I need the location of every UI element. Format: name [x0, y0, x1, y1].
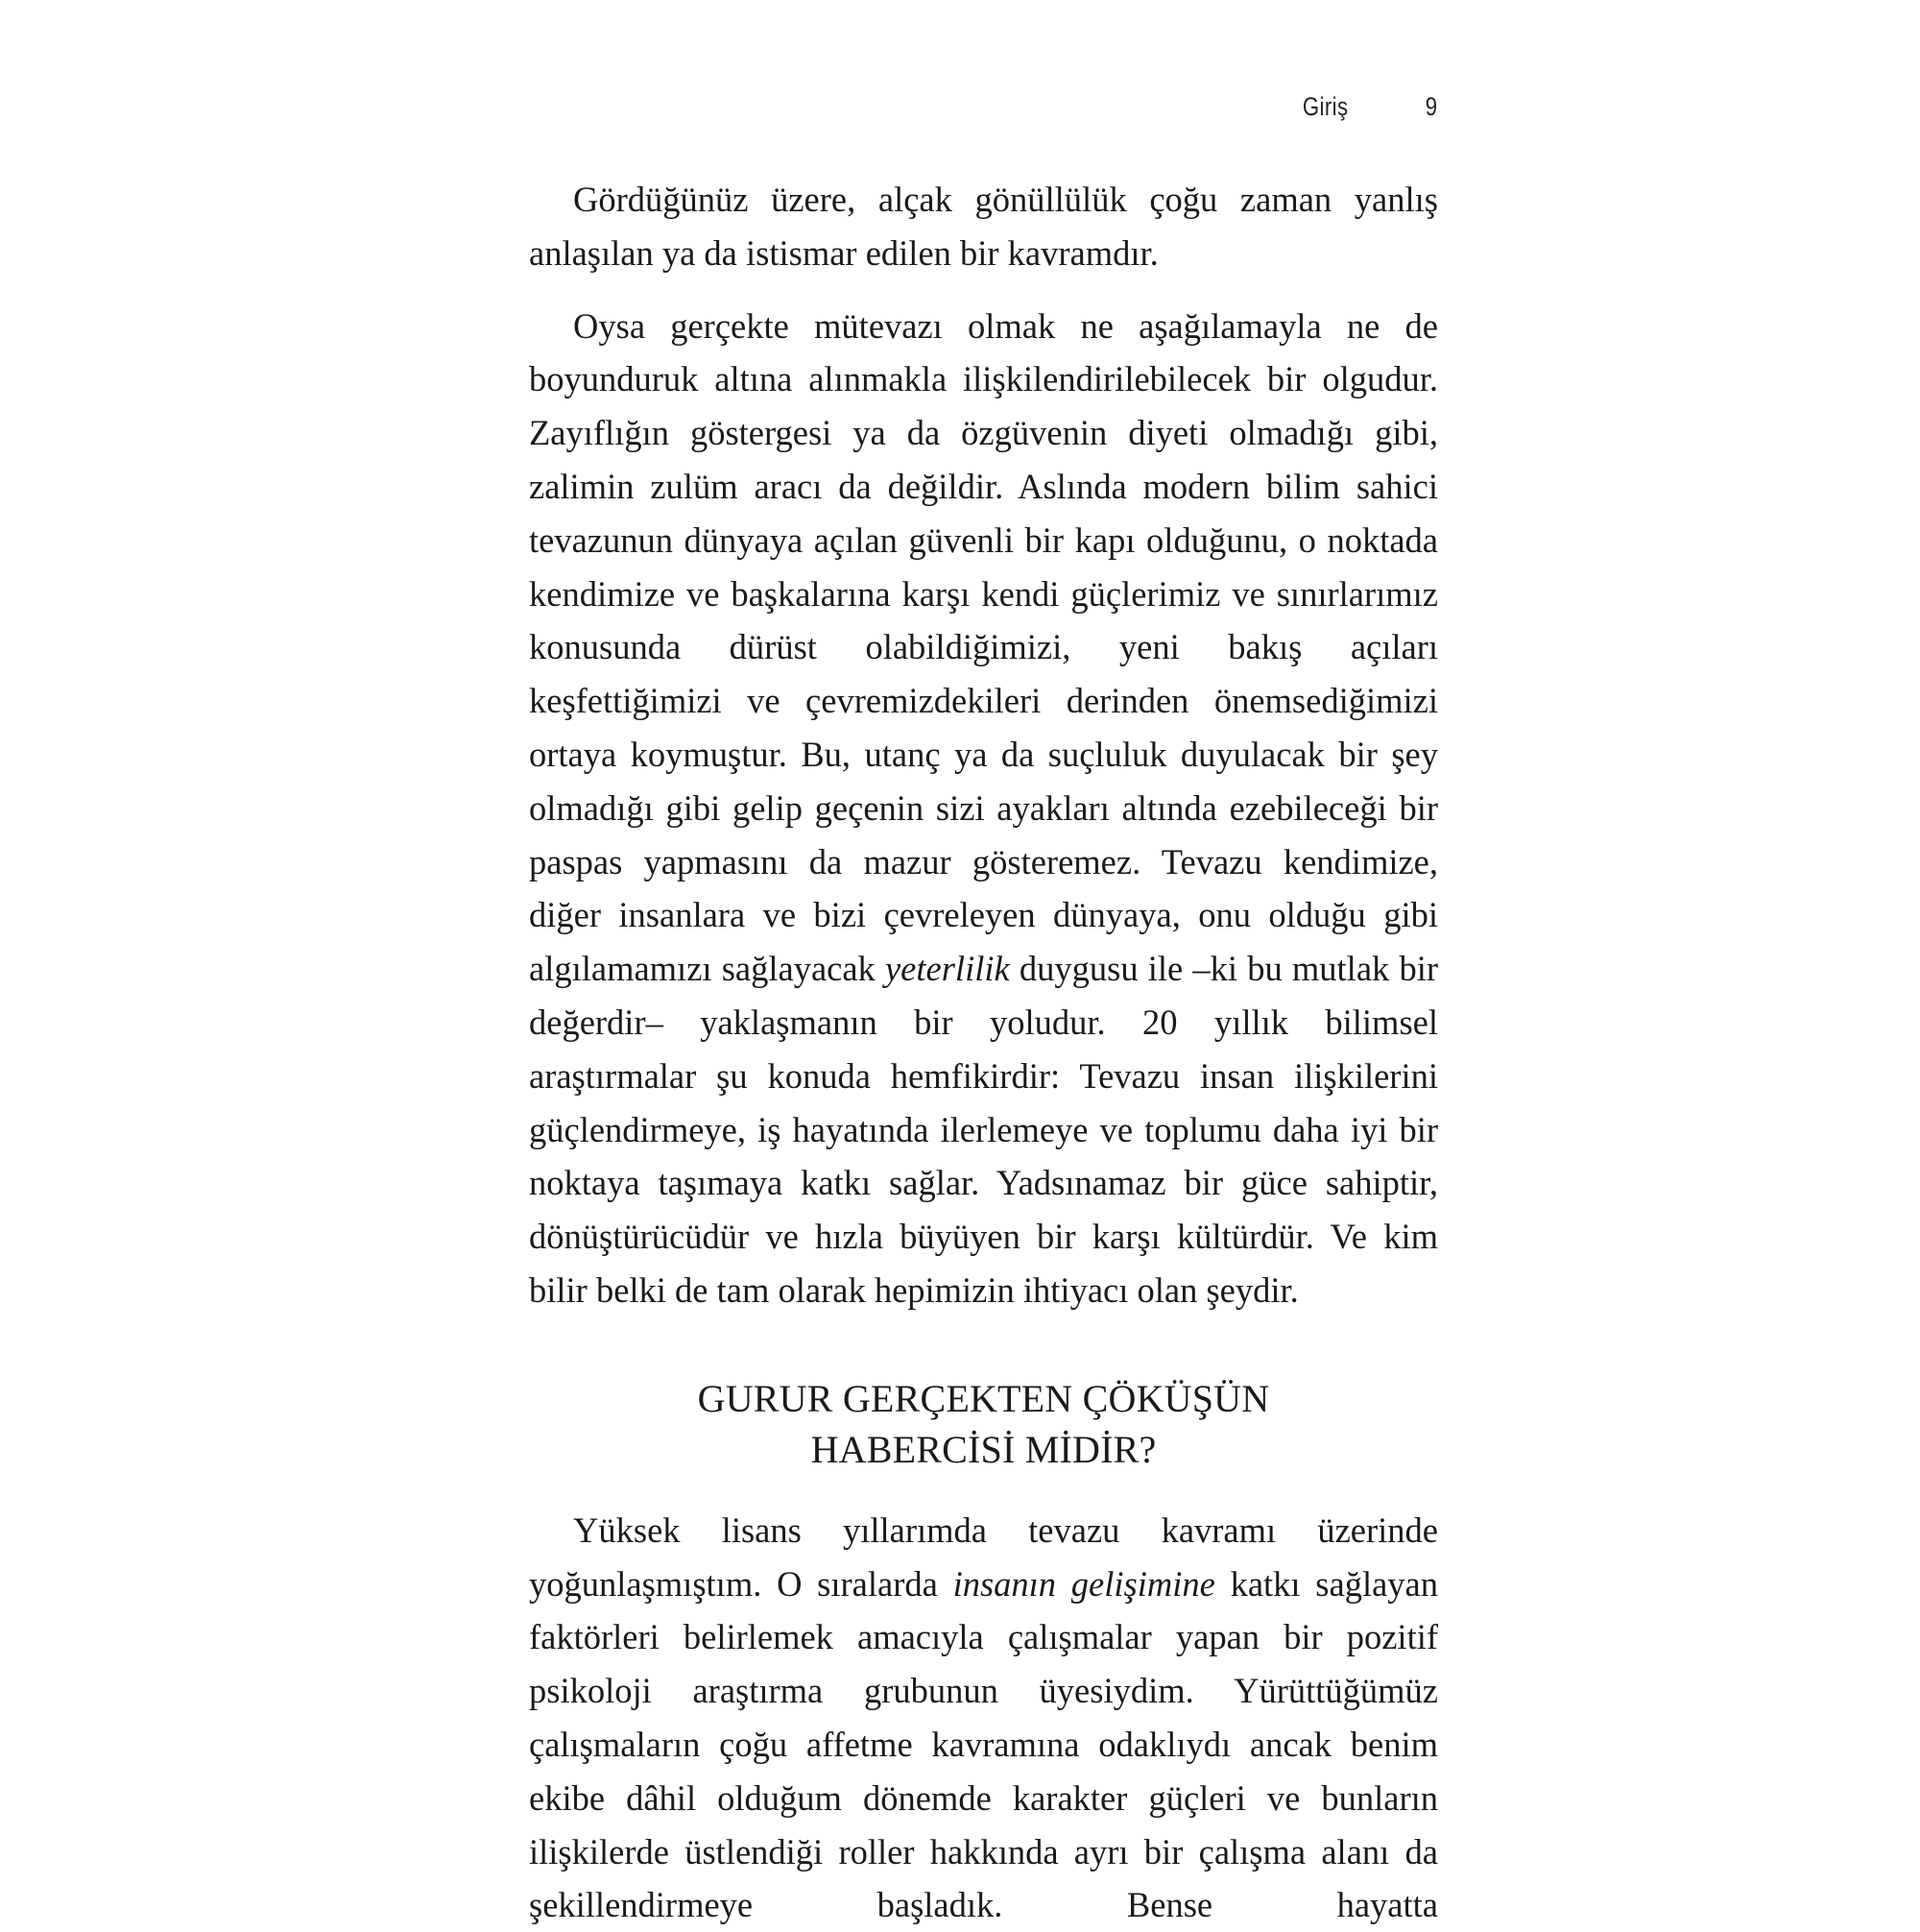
- section-title: Giriş: [1303, 92, 1349, 121]
- page-number: 9: [1426, 92, 1438, 121]
- section-heading: [529, 1373, 1438, 1475]
- heading-line-2: HABERCİSİ MİDİR?: [810, 1427, 1157, 1471]
- book-page: [529, 0, 1438, 1925]
- paragraph-3: [529, 1504, 1438, 1932]
- paragraph-3-text-b: katkı sağlayan faktörleri belirlemek amacıyla çalışmalar yapan bir pozitif psikoloji araştırma grubunun üyesiydim. Yürüttüğümüz çalışmaların çoğu affetme kavramına odaklıydı ancak benim ekibe dâhil olduğum dönemde karakter güçleri ve bunların ilişkilerde üstlendiği roller hakkında ayrı bir çalışma alanı da şekillendirmeye başladık. Bense hayatta: [529, 1563, 1438, 1925]
- paragraph-2: [529, 300, 1438, 1317]
- paragraph-2-text-a: Oysa gerçekte mütevazı olmak ne aşağılamayla ne de boyunduruk altına alınmakla ilişkilendirilebilecek bir olgudur. Zayıflığın göstergesi ya da özgüvenin diyeti olmadığı gibi, zalimin zulüm aracı da değildir. Aslında modern bilim sahici tevazunun dünyaya açılan güvenli bir kapı olduğunu, o noktada kendimize ve başkalarına karşı kendi güçlerimiz ve sınırlarımız konusunda dürüst olabildiğimizi, yeni bakış açıları keşfettiğimizi ve çevremizdekileri derinden önemsediğimizi ortaya koymuştur. Bu, utanç ya da suçluluk duyulacak bir şey olmadığı gibi gelip geçenin sizi ayakları altında ezebileceği bir paspas yapmasını da mazur gösteremez. Tevazu kendimize, diğer insanlara ve bizi çevreleyen dünyaya, onu olduğu gibi algılamamızı sağlayacak: [529, 305, 1438, 989]
- paragraph-3-text-a: Yüksek lisans yıllarımda tevazu kavramı üzerinde yoğunlaşmıştım. O sıralarda: [529, 1509, 1438, 1604]
- paragraph-2-text-b: duygusu ile –ki bu mutlak bir değerdir– yaklaşmanın bir yoludur. 20 yıllık bilimsel araştırmalar şu konuda hemfikirdir: Tevazu insan ilişkilerini güçlendirmeye, iş hayatında ilerlemeye ve toplumu daha iyi bir noktaya taşımaya katkı sağlar. Yadsınamaz bir güce sahiptir, dönüştürücüdür ve hızla büyüyen bir karşı kültürdür. Ve kim bilir belki de tam olarak hepimizin ihtiyacı olan şeydir.: [529, 949, 1438, 1310]
- paragraph-1: [529, 173, 1438, 280]
- emphasis-yeterlilik: yeterlilik: [884, 949, 1010, 989]
- running-head: [1303, 92, 1438, 122]
- paragraph-1-text: Gördüğünüz üzere, alçak gönüllülük çoğu zaman yanlış anlaşılan ya da istismar edilen bir kavramdır.: [529, 180, 1438, 273]
- heading-line-1: GURUR GERÇEKTEN ÇÖKÜŞÜN: [697, 1376, 1270, 1420]
- emphasis-insanin-gelisimine: insanın gelişimine: [952, 1563, 1215, 1604]
- body-text: [529, 173, 1438, 1932]
